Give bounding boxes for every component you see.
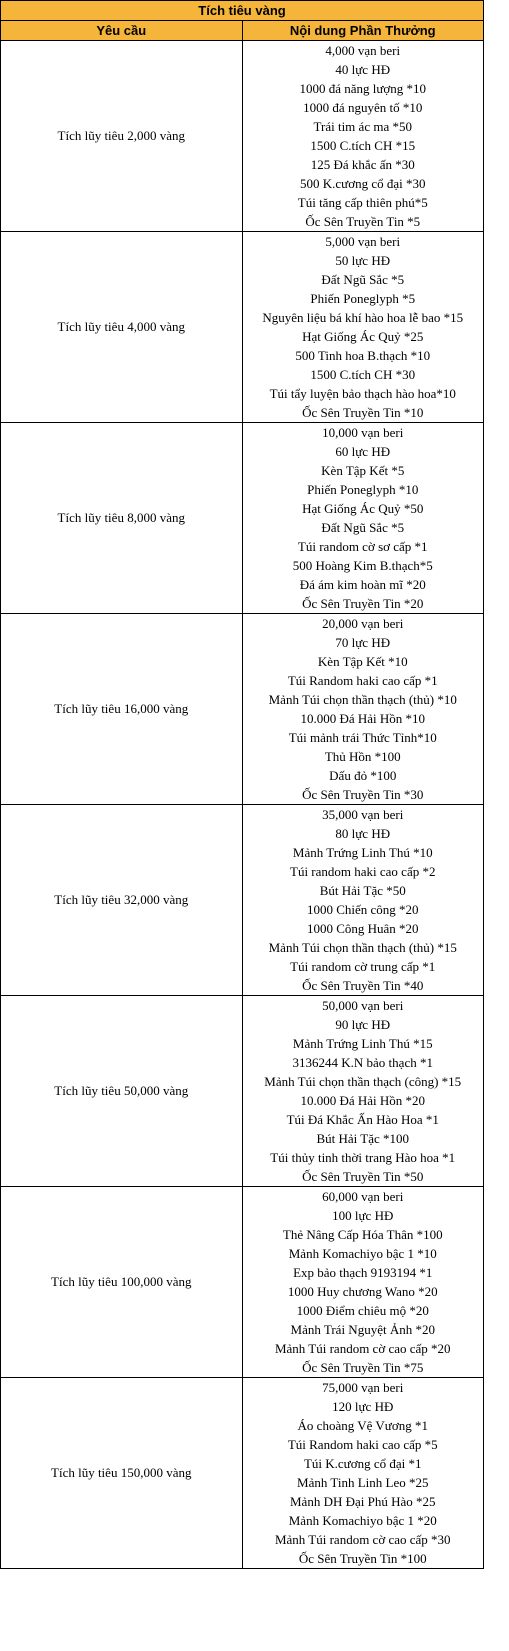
reward-item: 1500 C.tích CH *30 (310, 367, 416, 382)
reward-item: Túi Random haki cao cấp *5 (287, 1437, 438, 1452)
tier-row (1, 1378, 484, 1569)
reward-item: 60 lực HĐ (335, 444, 391, 459)
reward-item: Thẻ Nâng Cấp Hóa Thân *100 (282, 1227, 443, 1242)
tier-row (1, 1187, 484, 1378)
reward-item: Túi random haki cao cấp *2 (290, 864, 436, 879)
tier-row (1, 41, 484, 232)
reward-list-cell (242, 232, 484, 423)
reward-item: Mảnh Túi random cờ cao cấp *20 (274, 1341, 451, 1356)
requirement-cell: Tích lũy tiêu 32,000 vàng (1, 805, 243, 996)
reward-item: 20,000 vạn beri (322, 616, 404, 631)
reward-item: 1000 Điểm chiêu mộ *20 (296, 1303, 429, 1318)
tier-row (1, 805, 484, 996)
reward-item: 10,000 vạn beri (322, 425, 404, 440)
tier-row (1, 614, 484, 805)
reward-item: 40 lực HĐ (335, 62, 391, 77)
reward-item: Trái tim ác ma *50 (313, 119, 412, 134)
reward-item: 1000 Chiến công *20 (306, 902, 419, 917)
requirement-cell: Tích lũy tiêu 150,000 vàng (1, 1378, 243, 1569)
reward-item: Túi tăng cấp thiên phú*5 (297, 195, 428, 210)
reward-item: Mảnh Tinh Linh Leo *25 (297, 1475, 429, 1490)
tier-rows (1, 41, 484, 1569)
reward-item: Mảnh Trứng Linh Thú *10 (292, 845, 433, 860)
requirement-cell: Tích lũy tiêu 16,000 vàng (1, 614, 243, 805)
reward-item: Đá ám kim hoàn mĩ *20 (299, 577, 426, 592)
reward-list-cell (242, 41, 484, 232)
reward-item: Ốc Sên Truyền Tin *40 (302, 978, 424, 993)
reward-item: 500 K.cương cổ đại *30 (300, 176, 426, 191)
reward-item: Ốc Sên Truyền Tin *100 (298, 1551, 427, 1566)
reward-item: 1000 đá năng lượng *10 (299, 81, 427, 96)
title-row (1, 1, 484, 21)
reward-item: Hạt Giống Ác Quỷ *25 (302, 329, 424, 344)
reward-item: 80 lực HĐ (335, 826, 391, 841)
reward-item: 1000 Huy chương Wano *20 (287, 1284, 438, 1299)
tier-row (1, 232, 484, 423)
reward-item: 90 lực HĐ (335, 1017, 391, 1032)
reward-item: 5,000 vạn beri (325, 234, 401, 249)
reward-item: 35,000 vạn beri (322, 807, 404, 822)
reward-item: Kèn Tập Kết *10 (317, 654, 408, 669)
reward-item: 10.000 Đá Hải Hồn *20 (300, 1093, 426, 1108)
reward-item: Túi random cờ trung cấp *1 (290, 959, 436, 974)
requirement-column-header: Yêu cầu (1, 21, 243, 41)
reward-item: 125 Đá khắc ấn *30 (310, 157, 415, 172)
reward-item: 50 lực HĐ (335, 253, 391, 268)
reward-item: Phiến Poneglyph *10 (307, 482, 419, 497)
reward-item: 1500 C.tích CH *15 (310, 138, 416, 153)
requirement-cell: Tích lũy tiêu 2,000 vàng (1, 41, 243, 232)
reward-list-cell (242, 423, 484, 614)
reward-list-cell (242, 805, 484, 996)
reward-item: 1000 Công Huân *20 (306, 921, 419, 936)
reward-item: 70 lực HĐ (335, 635, 391, 650)
reward-item: Kèn Tập Kết *5 (321, 463, 405, 478)
reward-item: 3136244 K.N bảo thạch *1 (292, 1055, 433, 1070)
reward-item: Bút Hải Tặc *100 (316, 1131, 410, 1146)
reward-item: Đất Ngũ Sắc *5 (321, 272, 405, 287)
reward-list-cell (242, 996, 484, 1187)
reward-item: Mảnh Túi chọn thần thạch (công) *15 (264, 1074, 462, 1089)
reward-item: Phiến Poneglyph *5 (310, 291, 416, 306)
reward-item: Túi mảnh trái Thức Tỉnh*10 (288, 730, 437, 745)
reward-item: Mảnh Túi chọn thần thạch (thủ) *10 (268, 692, 457, 707)
reward-item: Ốc Sên Truyền Tin *50 (302, 1169, 424, 1184)
reward-item: 100 lực HĐ (332, 1208, 394, 1223)
header-row (1, 21, 484, 41)
reward-item: Mảnh Komachiyo bậc 1 *20 (288, 1513, 437, 1528)
reward-item: Bút Hải Tặc *50 (319, 883, 406, 898)
reward-item: Ốc Sên Truyền Tin *20 (302, 596, 424, 611)
reward-item: Túi K.cương cổ đại *1 (303, 1456, 422, 1471)
reward-item: Mảnh DH Đại Phú Hào *25 (289, 1494, 436, 1509)
tier-row (1, 996, 484, 1187)
reward-list-cell (242, 614, 484, 805)
reward-item: 10.000 Đá Hải Hồn *10 (300, 711, 426, 726)
tier-row (1, 423, 484, 614)
reward-item: Mảnh Túi chọn thần thạch (thủ) *15 (268, 940, 457, 955)
reward-item: 50,000 vạn beri (322, 998, 404, 1013)
reward-item: Túi Random haki cao cấp *1 (287, 673, 438, 688)
reward-list-cell (242, 1378, 484, 1569)
reward-item: Túi thủy tinh thời trang Hào hoa *1 (270, 1150, 456, 1165)
reward-item: Nguyên liệu bá khí hào hoa lễ bao *15 (262, 310, 464, 325)
reward-item: Túi tẩy luyện bảo thạch hào hoa*10 (269, 386, 456, 401)
reward-item: Dấu đỏ *100 (329, 768, 397, 783)
requirement-cell: Tích lũy tiêu 100,000 vàng (1, 1187, 243, 1378)
reward-item: Ốc Sên Truyền Tin *30 (302, 787, 424, 802)
reward-item: Thủ Hồn *100 (324, 749, 401, 764)
reward-list-cell (242, 1187, 484, 1378)
reward-item: Ốc Sên Truyền Tin *5 (305, 214, 421, 229)
requirement-cell: Tích lũy tiêu 8,000 vàng (1, 423, 243, 614)
reward-item: Mảnh Komachiyo bậc 1 *10 (288, 1246, 437, 1261)
reward-item: 500 Hoàng Kim B.thạch*5 (292, 558, 433, 573)
reward-item: Túi Đá Khắc Ấn Hào Hoa *1 (286, 1112, 439, 1127)
reward-item: 1000 đá nguyên tố *10 (303, 100, 423, 115)
reward-item: Đất Ngũ Sắc *5 (321, 520, 405, 535)
reward-item: 500 Tinh hoa B.thạch *10 (295, 348, 431, 363)
reward-item: Mảnh Trứng Linh Thú *15 (292, 1036, 433, 1051)
reward-item: Áo choàng Vệ Vương *1 (297, 1418, 428, 1433)
reward-item: Mảnh Trái Nguyệt Ảnh *20 (290, 1322, 435, 1337)
reward-item: Ốc Sên Truyền Tin *10 (302, 405, 424, 420)
reward-item: 120 lực HĐ (332, 1399, 394, 1414)
reward-item: Ốc Sên Truyền Tin *75 (302, 1360, 424, 1375)
requirement-cell: Tích lũy tiêu 50,000 vàng (1, 996, 243, 1187)
reward-item: 60,000 vạn beri (322, 1189, 404, 1204)
reward-item: 4,000 vạn beri (325, 43, 401, 58)
reward-item: Mảnh Túi random cờ cao cấp *30 (274, 1532, 451, 1547)
reward-item: Hạt Giống Ác Quỷ *50 (302, 501, 424, 516)
reward-column-header: Nội dung Phần Thưởng (242, 21, 484, 41)
reward-item: 75,000 vạn beri (322, 1380, 404, 1395)
requirement-cell: Tích lũy tiêu 4,000 vàng (1, 232, 243, 423)
reward-item: Exp bảo thạch 9193194 *1 (293, 1265, 433, 1280)
reward-item: Túi random cờ sơ cấp *1 (297, 539, 428, 554)
table-title: Tích tiêu vàng (1, 1, 484, 21)
